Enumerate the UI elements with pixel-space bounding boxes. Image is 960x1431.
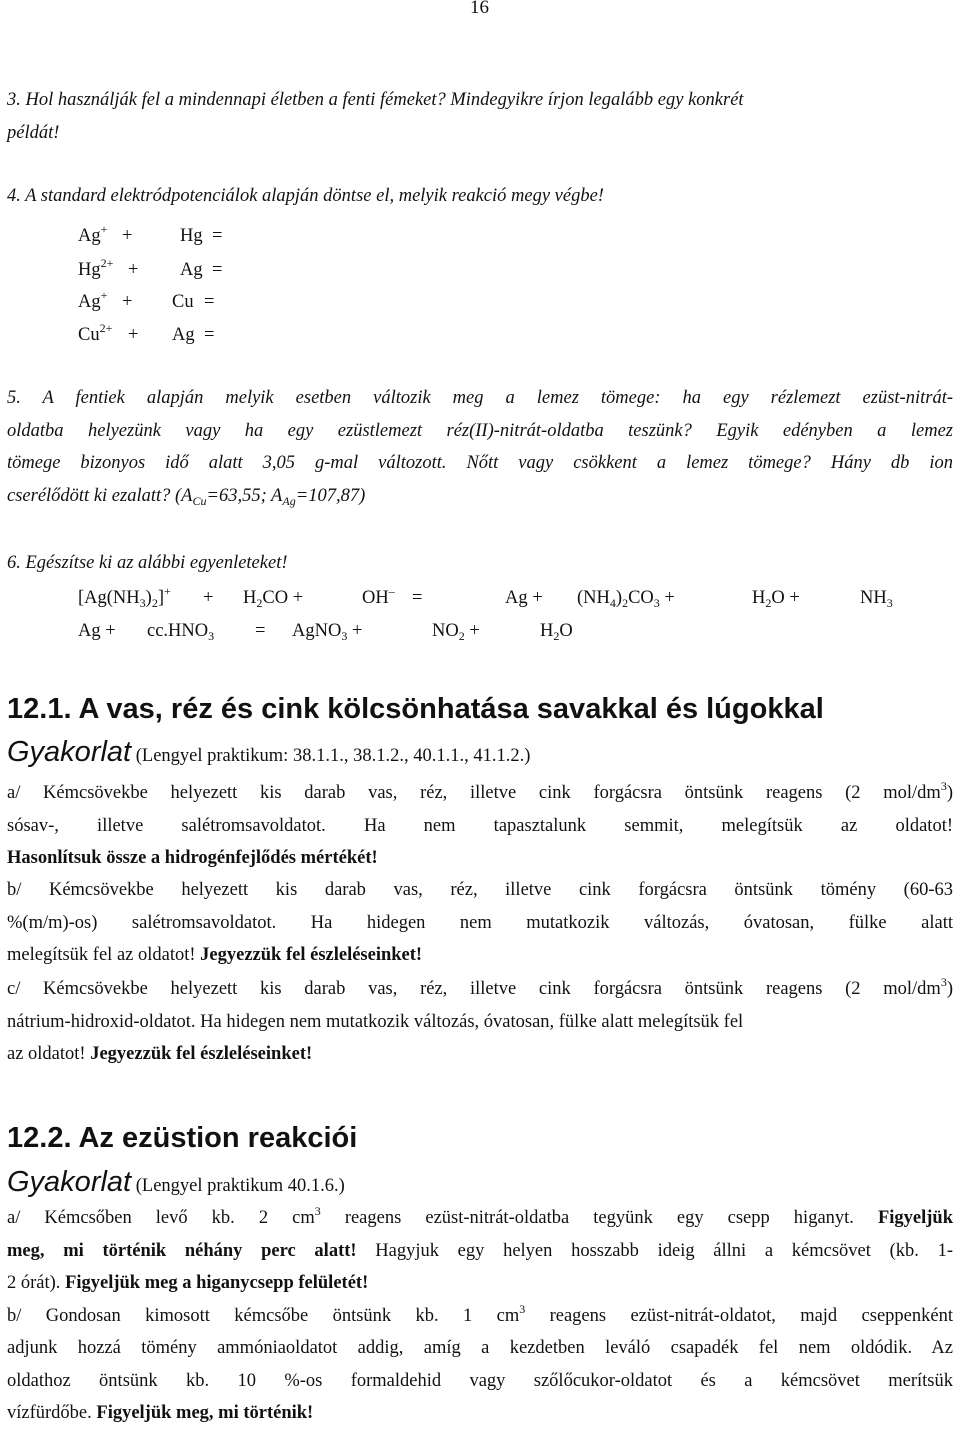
s122-a-line2: meg, mi történik néhány perc alatt! Hagyjuk egy helyen hosszabb ideig állni a kémcsövet (kb. 1- (7, 1241, 953, 1261)
reaction-1-metal: Hg (180, 226, 203, 246)
reaction-4-ion: $Cu^{2+}$ (78, 321, 113, 345)
complex-ion: $[Ag(NH_3)_2]^+$ (78, 584, 171, 610)
water: $H_2O$ + (752, 588, 800, 610)
s122-a-line3: 2 órát). Figyeljük meg a higanycsepp felületét! (7, 1273, 369, 1293)
reaction-3-equals: = (204, 292, 215, 312)
ammonia: $NH_3$ (860, 588, 893, 610)
plus-sign: + (203, 588, 214, 608)
silver-nitrate: AgNO$_3$ + (292, 621, 363, 643)
s121-c-line1: c/ Kémcsövekbe helyezett kis darab vas, réz, illetve cink forgácsra öntsünk reagens (2 mol/$dm^3$) (7, 975, 953, 999)
question-5-line4: cserélődött ki ezalatt? ($A_{Cu}=63,55$; $A_{Ag}=107,87$) (7, 486, 366, 508)
nitric-acid: $cc.HNO_3$ (147, 621, 215, 643)
reaction-2-equals: = (212, 260, 223, 280)
reaction-2-plus: + (128, 260, 139, 280)
question-6-title: 6. Egészítse ki az alábbi egyenleteket! (7, 553, 288, 573)
reaction-1-plus: + (122, 226, 133, 246)
s122-b-line4: vízfürdőbe. Figyeljük meg, mi történik! (7, 1403, 314, 1423)
reaction-2-ion: $Hg^{2+}$ (78, 256, 114, 280)
hydroxide: OH– (362, 584, 395, 608)
reaction-4-metal: Ag (172, 325, 195, 345)
silver-reactant: Ag + (78, 621, 116, 641)
reaction-1-ion: Ag+ (78, 222, 108, 246)
s121-c-line2: nátrium-hidroxid-oldatot. Ha hidegen nem mutatkozik változás, óvatosan, fülke alatt melegítsük fel (7, 1012, 744, 1032)
reaction-4-equals: = (204, 325, 215, 345)
s121-b-line3: melegítsük fel az oldatot! Jegyezzük fel észleléseinket! (7, 945, 423, 965)
s122-a-line1: a/ Kémcsőben levő kb. 2 $cm^3$ reagens ezüst-nitrát-oldatba tegyünk egy csepp higanyt. Figyeljük (7, 1204, 954, 1228)
s122-b-line3: oldathoz öntsünk kb. 10 %-os formaldehid vagy szőlőcukor-oldatot és a kémcsövet merítsük (7, 1371, 953, 1391)
formaldehyde: $H_2CO$ + (243, 588, 304, 610)
question-5-line2: oldatba helyezünk vagy ha egy ezüstlemezt réz(II)-nitrát-oldatba teszünk? Egyik edényben a lemez (7, 421, 953, 441)
section-12-1-heading: 12.1. A vas, réz és cink kölcsönhatása savakkal és lúgokkal (7, 693, 824, 725)
ammonium-carbonate: $(NH_4)_2CO_3$ + (577, 588, 675, 610)
section-12-2-heading: 12.2. Az ezüstion reakciói (7, 1122, 358, 1154)
question-5-line1: 5. A fentiek alapján melyik esetben változik meg a lemez tömege: ha egy rézlemezt ezüst-nitrát- (7, 388, 953, 408)
reaction-3-metal: Cu (172, 292, 194, 312)
s121-c-line3: az oldatot! Jegyezzük fel észleléseinket! (7, 1044, 313, 1064)
question-3-line1: 3. Hol használják fel a mindennapi életben a fenti fémeket? Mindegyikre írjon legalább egy konkrét (7, 90, 744, 110)
s122-b-line2: adjunk hozzá tömény ammóniaoldatot addig, amíg a kezdetben leváló csapadék fel nem oldódik. Az (7, 1338, 953, 1358)
reaction-1-equals: = (212, 226, 223, 246)
equals-sign: = (255, 621, 266, 641)
reaction-4-plus: + (128, 325, 139, 345)
reaction-3-ion: Ag+ (78, 288, 108, 312)
reaction-2-metal: Ag (180, 260, 203, 280)
s121-a-line1: a/ Kémcsövekbe helyezett kis darab vas, réz, illetve cink forgácsra öntsünk reagens (2 mol/$dm^3$) (7, 779, 953, 803)
nitrogen-dioxide: $NO_2$ + (432, 621, 480, 643)
section-12-2-subheading: Gyakorlat (Lengyel praktikum 40.1.6.) (7, 1166, 345, 1198)
s122-b-line1: b/ Gondosan kimosott kémcsőbe öntsünk kb. 1 $cm^3$ reagens ezüst-nitrát-oldatot, majd cseppenként (7, 1302, 953, 1326)
question-5-line3: tömege bizonyos idő alatt 3,05 g-mal változott. Nőtt vagy csökkent a lemez tömege? Hány db ion (7, 453, 953, 473)
silver-product: Ag + (505, 588, 543, 608)
page-number: 16 (470, 0, 489, 18)
question-4-title: 4. A standard elektródpotenciálok alapján döntse el, melyik reakció megy végbe! (7, 186, 604, 206)
s121-a-line3: Hasonlítsuk össze a hidrogénfejlődés mértékét! (7, 848, 378, 868)
question-3-line2: példát! (7, 123, 60, 143)
s121-a-line2: sósav-, illetve salétromsavoldatot. Ha nem tapasztalunk semmit, melegítsük az oldatot! (7, 816, 953, 836)
water: $H_2O$ (540, 621, 573, 643)
s121-b-line2: %(m/m)-os) salétromsavoldatot. Ha hidegen nem mutatkozik változás, óvatosan, fülke alatt (7, 913, 953, 933)
reaction-3-plus: + (122, 292, 133, 312)
equals-sign: = (412, 588, 423, 608)
section-12-1-subheading: Gyakorlat (Lengyel praktikum: 38.1.1., 38.1.2., 40.1.1., 41.1.2.) (7, 736, 531, 768)
s121-b-line1: b/ Kémcsövekbe helyezett kis darab vas, réz, illetve cink forgácsra öntsünk tömény (60-63 (7, 880, 953, 900)
